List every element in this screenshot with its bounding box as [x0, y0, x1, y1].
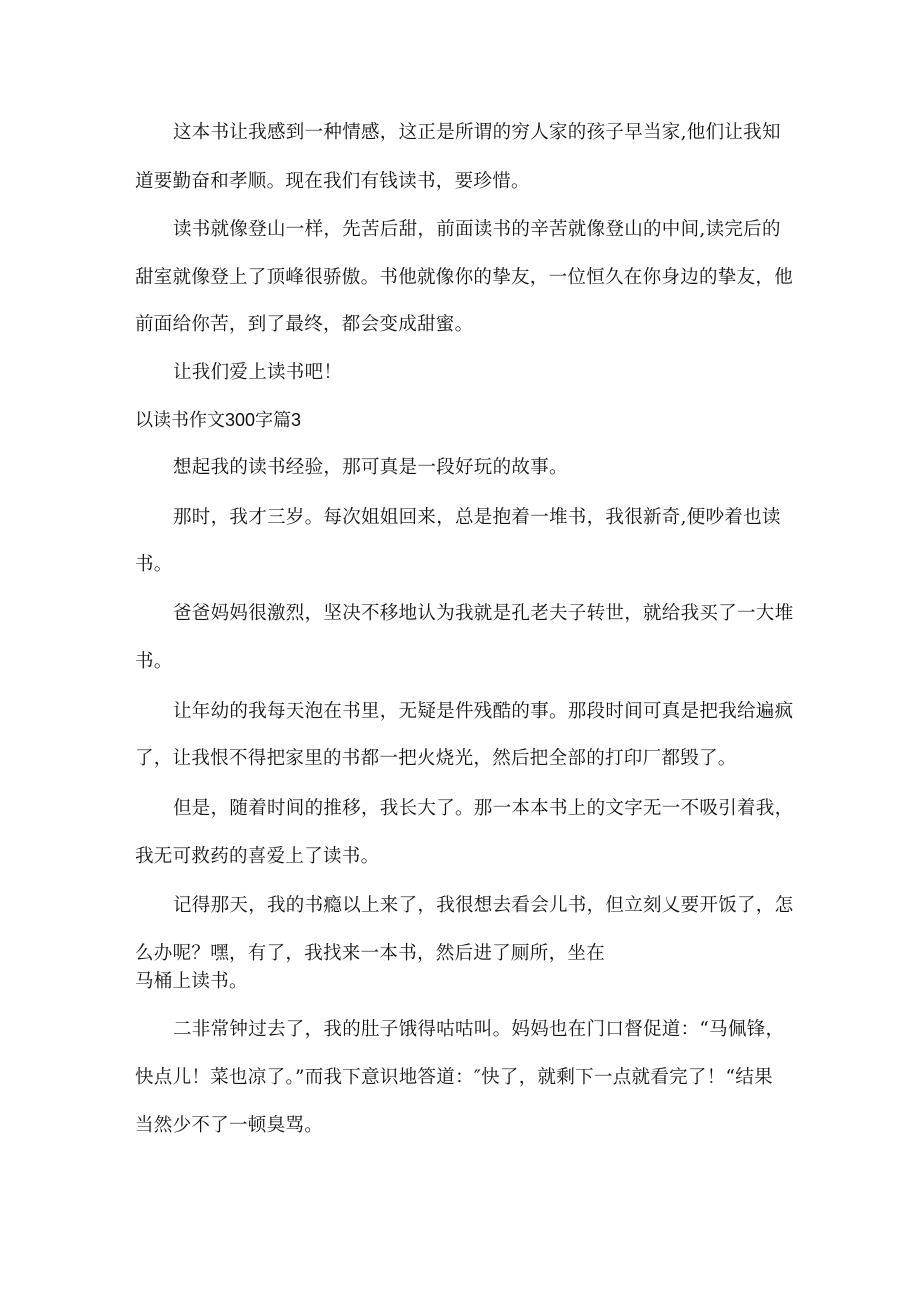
section-heading: 以读书作文300字篇3 [135, 410, 302, 430]
paragraph-line: 但是，随着时间的推移，我长大了。那一本本书上的文字无一不吸引着我， [173, 798, 794, 819]
paragraph-line: 了，让我恨不得把家里的书都一把火烧光，然后把全部的打印厂都毁了。 [135, 748, 737, 769]
paragraph-line: 甜室就像登上了顶峰很骄傲。书他就像你的挚友，一位恒久在你身边的挚友，他 [135, 267, 794, 288]
paragraph-line: 当然少不了一顿臭骂。 [135, 1115, 324, 1136]
paragraph-line: 快点儿！菜也凉了。”而我下意识地答道：″快了，就剩下一点就看完了！“结果 [135, 1067, 773, 1088]
paragraph-line: 让我们爱上读书吧！ [173, 362, 343, 383]
paragraph-line: 书。 [135, 554, 173, 575]
paragraph-line: 让年幼的我每天泡在书里，无疑是件残酷的事。那段时间可真是把我给遍疯 [173, 701, 794, 722]
paragraph-line: 道要勤奋和孝顺。现在我们有钱读书，要珍惜。 [135, 171, 530, 192]
paragraph-line: 这本书让我感到一种情感，这正是所谓的穷人家的孩子早当家,他们让我知 [173, 122, 781, 143]
paragraph-line: 我无可救药的喜爱上了读书。 [135, 846, 380, 867]
paragraph-line: 读书就像登山一样，先苦后甜，前面读书的辛苦就像登山的中间,读完后的 [173, 219, 781, 240]
paragraph-line: 二非常钟过去了，我的肚子饿得咕咕叫。妈妈也在门口督促道：“马佩锋， [173, 1019, 785, 1040]
paragraph-line: 那时，我才三岁。每次姐姐回来，总是抱着一堆书，我很新奇,便吵着也读 [173, 507, 781, 528]
paragraph-line: 书。 [135, 651, 173, 672]
paragraph-line: 爸爸妈妈很激烈，坚决不移地认为我就是孔老夫子转世，就给我买了一大堆 [173, 603, 794, 624]
paragraph-line: 么办呢？嘿，有了，我找来一本书，然后进了厕所，坐在 [135, 943, 606, 964]
paragraph-line: 记得那天，我的书瘾以上来了，我很想去看会儿书，但立刻乂要开饭了，怎 [173, 895, 794, 916]
paragraph-line: 想起我的读书经验，那可真是一段好玩的故事。 [173, 457, 568, 478]
paragraph-line: 马桶上读书。 [135, 971, 248, 992]
paragraph-line: 前面给你苦，到了最终，都会变成甜蜜。 [135, 314, 474, 335]
